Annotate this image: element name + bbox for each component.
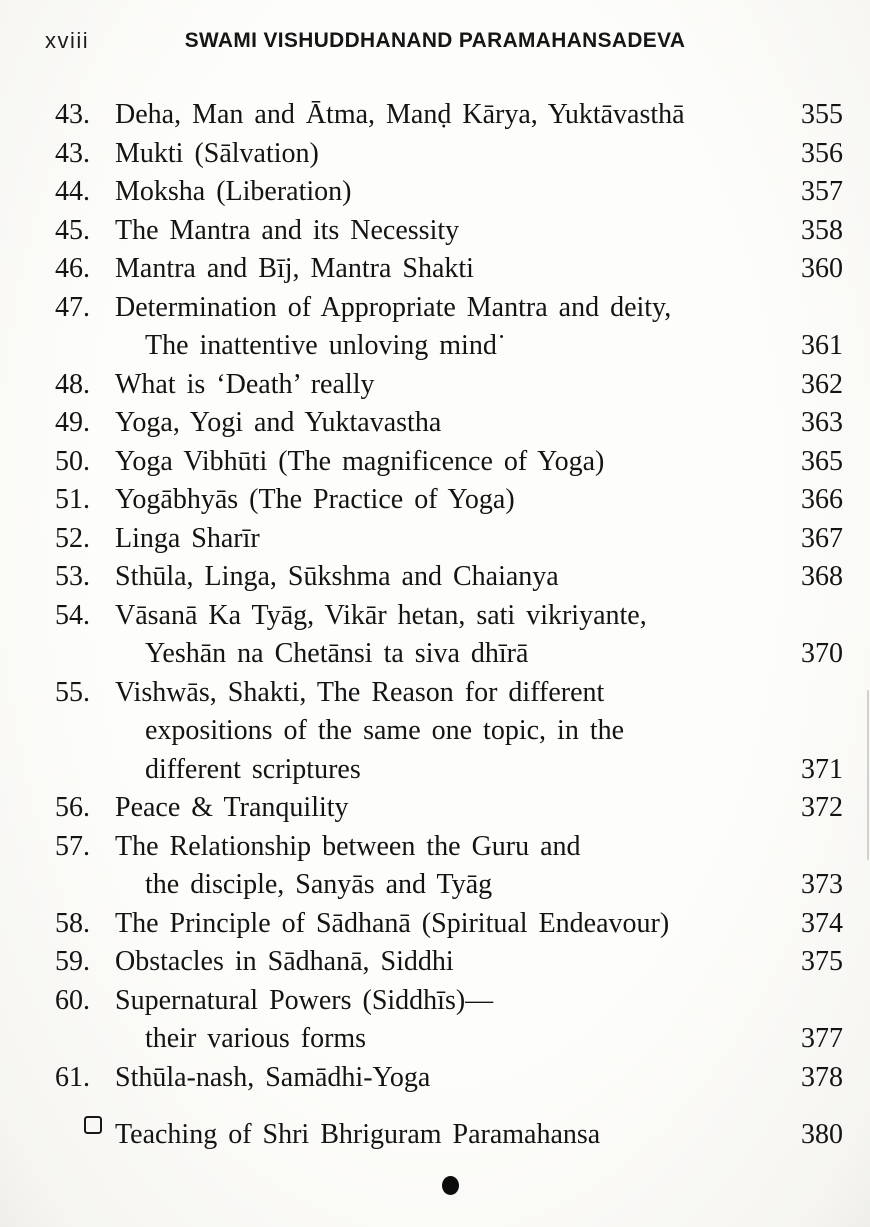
toc-entry-number: 49. [55, 407, 90, 438]
toc-entry-page-number: 373 [801, 869, 843, 900]
toc-entry-line: The Mantra and its Necessity [115, 214, 460, 246]
toc-entry [55, 674, 843, 790]
toc-entry-line: different scriptures [145, 753, 361, 785]
toc-entry-page-number: 375 [801, 946, 843, 977]
toc-entry-title [115, 443, 773, 482]
toc-entry-title [115, 982, 773, 1059]
toc-entry-number: 43. [55, 137, 90, 169]
filled-circle-icon [442, 1176, 459, 1195]
toc-entry-page-number: 378 [801, 1061, 843, 1093]
toc-entry-title [115, 1116, 773, 1155]
page-header [0, 0, 870, 84]
toc-entry-page-number: 363 [801, 407, 843, 438]
scan-edge-artifact [867, 690, 869, 860]
toc-entry-title [115, 250, 773, 289]
toc-entry-number: 57. [55, 830, 90, 862]
toc-entry-number: 59. [55, 946, 90, 977]
toc-entry [55, 135, 843, 174]
toc-entry [55, 982, 843, 1059]
toc-entry [55, 481, 843, 520]
toc-entry-line: Yeshān na Chetānsi ta siva dhīrā [145, 638, 529, 669]
toc-entry [55, 828, 843, 905]
toc-entry-page-number: 367 [801, 522, 843, 554]
toc-entry-page-number: 360 [801, 253, 843, 284]
toc-entry [55, 597, 843, 674]
toc-entry [55, 404, 843, 443]
toc-entry-title [115, 828, 773, 905]
toc-entry-page-number: 370 [801, 638, 843, 669]
toc-entry-number: 58. [55, 907, 90, 939]
toc-entry [55, 943, 843, 982]
toc-entry-number: 44. [55, 176, 90, 207]
toc-entry-number [55, 1116, 115, 1136]
toc-entry-line: Moksha (Liberation) [115, 176, 352, 207]
toc-entry-title [115, 135, 773, 174]
toc-entry-page-number: 362 [801, 368, 843, 400]
toc-entry-line: Mantra and Bīj, Mantra Shakti [115, 253, 474, 284]
toc-entry-line: Vāsanā Ka Tyāg, Vikār hetan, sati vikriyante, [115, 599, 647, 631]
toc-entry-page-number: 374 [801, 907, 843, 939]
toc-entry [55, 558, 843, 597]
toc-entry-line: Linga Sharīr [115, 522, 260, 554]
toc-entry [55, 789, 843, 828]
toc-entry-number: 45. [55, 214, 90, 246]
toc-entry-number: 48. [55, 368, 90, 400]
toc-entry-line: Sthūla-nash, Samādhi-Yoga [115, 1061, 431, 1093]
toc-entry [55, 96, 843, 135]
toc-entry-title [115, 520, 773, 559]
toc-entry-title [115, 943, 773, 982]
toc-entry-line: The Relationship between the Guru and [115, 830, 581, 862]
toc-entry-number: 53. [55, 561, 90, 592]
toc-entry-page-number: 361 [801, 330, 843, 361]
toc-entry-title [115, 597, 773, 674]
toc-entry [55, 443, 843, 482]
toc-entry-number: 56. [55, 792, 90, 823]
toc-entry [55, 1116, 843, 1155]
toc-entry-line: Teaching of Shri Bhriguram Paramahansa [115, 1119, 601, 1150]
toc-entry-line: The inattentive unloving mind˙ [145, 330, 507, 361]
toc-entry [55, 1059, 843, 1098]
toc-entry-line: Determination of Appropriate Mantra and deity, [115, 291, 672, 323]
toc-entry [55, 366, 843, 405]
toc-entry-page-number: 365 [801, 445, 843, 477]
toc-entry-number: 46. [55, 253, 90, 284]
toc-entry-number: 43. [55, 99, 90, 130]
toc-entry-title [115, 558, 773, 597]
toc-entry-page-number: 380 [801, 1119, 843, 1150]
toc-entry-line: Supernatural Powers (Siddhīs)— [115, 984, 494, 1016]
toc-entry [55, 905, 843, 944]
toc-entry [55, 520, 843, 559]
toc-entry-line: the disciple, Sanyās and Tyāg [145, 869, 493, 900]
toc-entry-title [115, 1059, 773, 1098]
toc-entry-line: Yoga, Yogi and Yuktavastha [115, 407, 442, 438]
toc-entry-line: Peace & Tranquility [115, 792, 349, 823]
toc-entry-number: 51. [55, 484, 90, 515]
toc-entry-number: 54. [55, 599, 90, 631]
toc-entry-title [115, 404, 773, 443]
toc-entry [55, 212, 843, 251]
toc-entry-line: Mukti (Sālvation) [115, 137, 319, 169]
toc-entry-title [115, 366, 773, 405]
toc-entry-line: Obstacles in Sādhanā, Siddhi [115, 946, 454, 977]
toc-entry-line: Vishwās, Shakti, The Reason for different [115, 676, 605, 708]
toc-entry-title [115, 212, 773, 251]
toc-entry-page-number: 368 [801, 561, 843, 592]
end-mark-row [0, 1176, 870, 1200]
toc-entry-page-number: 366 [801, 484, 843, 515]
toc-entry-title [115, 289, 773, 366]
toc-entry-line: expositions of the same one topic, in the [145, 715, 625, 746]
toc-entry-number: 52. [55, 522, 90, 554]
toc-entry-page-number: 355 [801, 99, 843, 130]
toc-entry-line: The Principle of Sādhanā (Spiritual Endeavour) [115, 907, 670, 939]
toc-entry-line: Deha, Man and Ātma, Manḍ Kārya, Yuktāvasthā [115, 99, 685, 130]
toc-entry-line: Yogābhyās (The Practice of Yoga) [115, 484, 515, 515]
toc-entry-title [115, 173, 773, 212]
square-bullet-icon [84, 1116, 102, 1134]
toc-entry-number: 55. [55, 676, 90, 708]
toc-entry [55, 173, 843, 212]
toc-entry-title [115, 789, 773, 828]
toc-entry-title [115, 481, 773, 520]
toc-entry-page-number: 358 [801, 214, 843, 246]
toc-entry-page-number: 377 [801, 1023, 843, 1054]
toc-entry-number: 50. [55, 445, 90, 477]
toc-entry-line: Sthūla, Linga, Sūkshma and Chaianya [115, 561, 559, 592]
toc-entry [55, 250, 843, 289]
toc-entry-title [115, 674, 773, 790]
toc-entry-number: 47. [55, 291, 90, 323]
toc-entry-page-number: 371 [801, 753, 843, 785]
toc-entry-page-number: 372 [801, 792, 843, 823]
toc-entry-title [115, 96, 773, 135]
toc-entry-number: 60. [55, 984, 90, 1016]
folio-page-number: xviii [45, 28, 90, 53]
toc-entry-line: What is ‘Death’ really [115, 368, 375, 400]
toc-entry-line: Yoga Vibhūti (The magnificence of Yoga) [115, 445, 605, 477]
running-title: SWAMI VISHUDDHANAND PARAMAHANSADEVA [184, 28, 686, 52]
toc-entry-number: 61. [55, 1061, 90, 1093]
toc-entry-line: their various forms [145, 1023, 367, 1054]
toc-entry-page-number: 356 [801, 137, 843, 169]
toc-list [0, 96, 870, 1155]
toc-entry-title [115, 905, 773, 944]
toc-entry [55, 289, 843, 366]
toc-entry-page-number: 357 [801, 176, 843, 207]
